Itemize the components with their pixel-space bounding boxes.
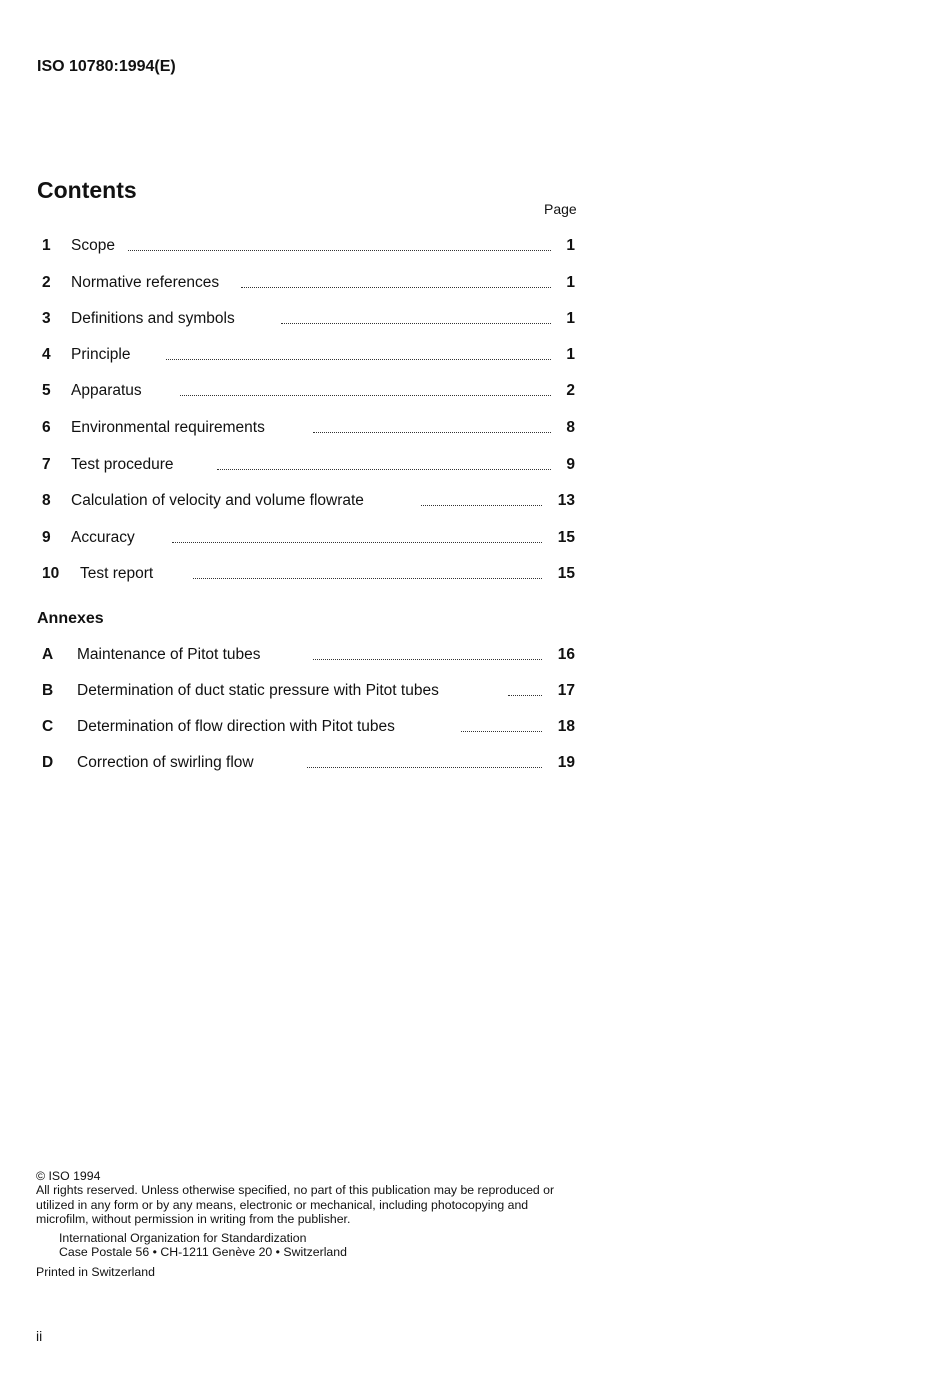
annex-title: Correction of swirling flow [77, 754, 254, 771]
toc-entry[interactable] [0, 565, 600, 585]
toc-page: 1 [566, 310, 575, 327]
dot-leader [128, 250, 551, 251]
toc-page: 9 [566, 456, 575, 473]
toc-title: Scope [71, 237, 115, 254]
annex-page: 16 [557, 646, 575, 663]
annex-title: Determination of flow direction with Pitot tubes [77, 718, 395, 735]
toc-entry[interactable] [0, 310, 600, 330]
organization-name: International Organization for Standardization [59, 1231, 307, 1245]
toc-entry[interactable] [0, 492, 600, 512]
toc-page: 15 [557, 565, 575, 582]
dot-leader [193, 578, 542, 579]
toc-title: Principle [71, 346, 131, 363]
toc-number: 8 [42, 492, 51, 509]
toc-page: 2 [566, 382, 575, 399]
printed-in: Printed in Switzerland [36, 1265, 155, 1279]
toc-page: 1 [566, 346, 575, 363]
toc-number: 4 [42, 346, 51, 363]
toc-number: 9 [42, 529, 51, 546]
dot-leader [166, 359, 551, 360]
rights-notice: All rights reserved. Unless otherwise specified, no part of this publication may be reproduced or utilized in any form or by any means, electronic or mechanical, including photocopying and microfilm, without permission in writing from the publisher. [36, 1183, 555, 1227]
organization-address: Case Postale 56 • CH-1211 Genève 20 • Switzerland [59, 1245, 347, 1259]
toc-title: Apparatus [71, 382, 142, 399]
dot-leader [281, 323, 551, 324]
annex-page: 19 [557, 754, 575, 771]
toc-page: 1 [566, 274, 575, 291]
toc-entry[interactable] [0, 274, 600, 294]
toc-entry[interactable] [0, 456, 600, 476]
dot-leader [172, 542, 542, 543]
toc-title: Test report [80, 565, 154, 582]
toc-number: 10 [42, 565, 60, 582]
toc-number: 5 [42, 382, 51, 399]
page-number: ii [36, 1328, 43, 1344]
dot-leader [508, 695, 542, 696]
dot-leader [421, 505, 542, 506]
annex-entry[interactable] [0, 718, 600, 738]
page-column-label: Page [544, 201, 577, 217]
dot-leader [180, 395, 551, 396]
annex-letter: D [42, 754, 54, 771]
toc-entry[interactable] [0, 382, 600, 402]
toc-title: Definitions and symbols [71, 310, 235, 327]
toc-number: 3 [42, 310, 51, 327]
toc-entry[interactable] [0, 419, 600, 439]
copyright-line: © ISO 1994 [36, 1169, 101, 1183]
annex-letter: C [42, 718, 54, 735]
toc-page: 8 [566, 419, 575, 436]
toc-entry[interactable] [0, 237, 600, 257]
toc-title: Calculation of velocity and volume flowrate [71, 492, 364, 509]
toc-title: Test procedure [71, 456, 174, 473]
toc-number: 2 [42, 274, 51, 291]
toc-title: Accuracy [71, 529, 135, 546]
annex-title: Maintenance of Pitot tubes [77, 646, 261, 663]
dot-leader [313, 432, 551, 433]
annex-letter: B [42, 682, 54, 699]
toc-page: 13 [557, 492, 575, 509]
annex-page: 17 [557, 682, 575, 699]
annex-page: 18 [557, 718, 575, 735]
dot-leader [313, 659, 542, 660]
toc-page: 15 [557, 529, 575, 546]
annex-title: Determination of duct static pressure with Pitot tubes [77, 682, 439, 699]
annexes-heading: Annexes [37, 610, 104, 627]
annex-entry[interactable] [0, 646, 600, 666]
toc-number: 6 [42, 419, 51, 436]
toc-entry[interactable] [0, 529, 600, 549]
toc-page: 1 [566, 237, 575, 254]
dot-leader [461, 731, 542, 732]
toc-number: 7 [42, 456, 51, 473]
dot-leader [307, 767, 542, 768]
dot-leader [241, 287, 551, 288]
dot-leader [217, 469, 551, 470]
annex-entry[interactable] [0, 754, 600, 774]
page-title: Contents [37, 177, 137, 203]
toc-number: 1 [42, 237, 51, 254]
toc-title: Environmental requirements [71, 419, 265, 436]
annex-letter: A [42, 646, 54, 663]
document-header: ISO 10780:1994(E) [37, 58, 176, 75]
toc-title: Normative references [71, 274, 220, 291]
annex-entry[interactable] [0, 682, 600, 702]
toc-entry[interactable] [0, 346, 600, 366]
